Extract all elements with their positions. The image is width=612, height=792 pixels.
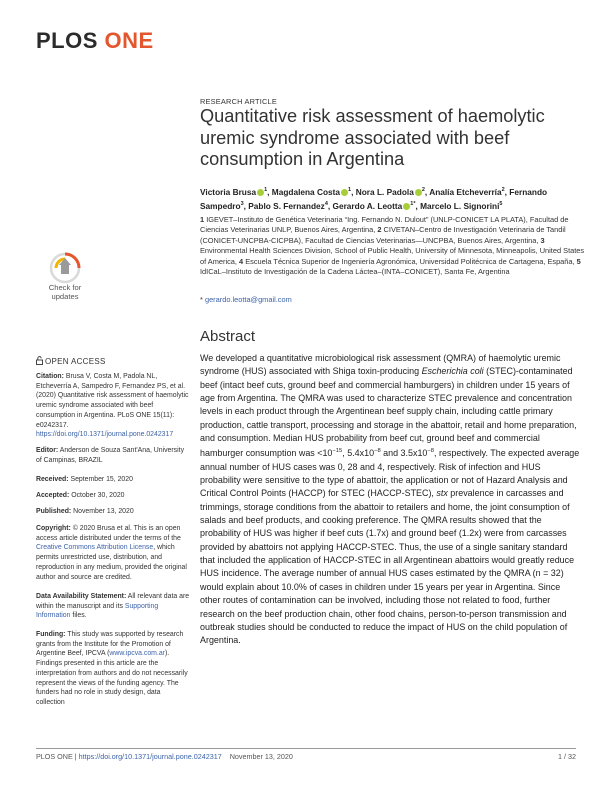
author-name[interactable]: Magdalena Costa: [271, 186, 341, 197]
logo-part-plos: PLOS: [36, 28, 98, 53]
open-lock-icon: [36, 356, 43, 365]
affiliation-number: 1: [200, 215, 205, 224]
copyright-block: Copyright: © 2020 Brusa et al. This is an open access article distributed under the terms of the Creative Commons Attribution License, which permits unrestricted use, distribution, and reproduction in any medium, provided the original author and source are credited.: [36, 525, 187, 581]
open-access-label: OPEN ACCESS: [36, 356, 106, 366]
received-block: Received: September 15, 2020: [36, 476, 133, 483]
article-type: RESEARCH ARTICLE: [200, 97, 277, 106]
abstract-text: We developed a quantitative microbiological risk assessment (QMRA) of haemolytic uremic syndrome (HUS) associated with Shiga toxin-producing Escherichia coli (STEC)-contaminated beef (intact beef cuts, ground beef and commercial hamburgers) in children under 15 years of age from Argentina. The QMRA was used to characterize STEC prevalence and concentration levels in each product through the Argentinean beef supply chain, including cattle primary production, cattle transport, processing and storage in the abattoir, retail and home preparation, and consumption. Median HUS probability from beef cut, ground beef and commercial hamburger consumption was $<10^{-15}$, $5.4x10^{-8}$ and $3.5x10^{-8}$, respectively. The expected average annual number of HUS cases was 0, 28 and 4, respectively. Risk of infection and HUS probability were sensitive to the type of abattoir, the application or not of Hazard Analysis and Critical Control Points (HACCP) for STEC (HACCP-STEC), stx prevalence in carcasses and trimmings, storage conditions from the abattoir to retailers and home, the joint consumption of salads and beef products, and cooking preference. The QMRA results showed that the probability of HUS was higher if beef cuts (1.7x) and ground beef (1.2x) were from carcasses provided by abattoirs not applying HACCP-STEC. Thus, the use of a single sanitary standard that included the application of HACCP-STEC in all Argentinean abattoirs would greatly reduce HUS incidence. The average number of annual HUS cases estimated by the QMRA (n = 32) would explain about 10.0% of cases in children under 15 years per year in Argentina. Since other routes of contamination can be involved, including those not related to food, further research on the beef production chain, other food chains, person-to-person transmission and outbreak studies should be conducted to reduce the impact of HUS on the child population of Argentina.: [200, 353, 580, 646]
orcid-icon[interactable]: [415, 189, 422, 196]
author-affiliation-marker: 5: [499, 201, 503, 208]
author-affiliation-marker: 1: [348, 187, 352, 193]
corresponding-email: [200, 295, 292, 304]
footer-doi-link[interactable]: https://doi.org/10.1371/journal.pone.0242317: [78, 752, 222, 761]
author-list: Victoria Brusa $^1$, Magdalena Costa $^1$, Nora L. Padola $^2$, Analía Etcheverría$^2$, Fernando Sampedro$^3$, Pablo S. Fernandez$^4$, Gerardo A. Leotta $^{1*}$, Marcelo L. Signorini$^5$: [200, 186, 548, 212]
funder-link[interactable]: www.ipcva.com.ar: [109, 650, 165, 658]
footer-date: November 13, 2020: [229, 752, 293, 761]
orcid-icon[interactable]: [341, 189, 348, 196]
author-name[interactable]: Marcelo L. Signorini: [420, 201, 500, 212]
editor-block: Editor: Anderson de Souza Sant'Ana, University of Campinas, BRAZIL: [36, 447, 185, 464]
page-number: 1 / 32: [558, 752, 576, 761]
affiliation-number: 3: [540, 235, 545, 245]
supporting-info-link[interactable]: Supporting Information: [36, 602, 159, 620]
citation-doi-link[interactable]: https://doi.org/10.1371/journal.pone.0242317: [36, 431, 174, 439]
author-name[interactable]: Fernando Sampedro: [200, 186, 548, 212]
affiliation-text: Escuela Técnica Superior de Ingeniería Agronómica, Universidad Politécnica de Cartagena, España,: [245, 256, 575, 266]
check-updates-icon: [34, 252, 96, 284]
affiliation-text: IGEVET–Instituto de Genética Veterinaria “Ing. Fernando N. Dulout” (UNLP-CONICET LA PLATA), Facultad de Ciencias Veterinarias UNLP, Buenos Aires, Argentina,: [200, 215, 569, 235]
affiliation-number: 4: [239, 256, 244, 266]
accepted-block: Accepted: October 30, 2020: [36, 492, 125, 499]
citation-block: Citation: Brusa V, Costa M, Padola NL, Etcheverría A, Sampedro F, Fernandez PS, et al. (2020) Quantitative risk assessment of haemolytic uremic syndrome associated with beef consumption in Argentina. PLoS ONE 15(11): e0242317. https://doi.org/10.1371/journal.pone.0242317: [36, 373, 189, 439]
author-affiliation-marker: 2: [421, 187, 425, 193]
page-footer: [36, 752, 293, 761]
published-block: Published: November 13, 2020: [36, 508, 134, 515]
data-availability-block: Data Availability Statement: All relevant data are within the manuscript and its Supporting Information files.: [36, 593, 190, 620]
author-name[interactable]: Gerardo A. Leotta: [332, 201, 403, 212]
affiliation-number: 2: [377, 225, 382, 235]
journal-logo[interactable]: [36, 28, 154, 54]
badge-line-2: updates: [51, 292, 79, 301]
footer-separator: |: [74, 752, 77, 761]
affiliation-text: Environmental Health Sciences Division, School of Public Health, University of Minnesota, Minneapolis, United States of America,: [200, 246, 585, 266]
footer-journal: PLOS ONE: [36, 752, 73, 761]
affiliation-number: 5: [576, 256, 581, 266]
author-affiliation-marker: 1*: [410, 201, 416, 208]
author-name[interactable]: Analía Etcheverría: [429, 186, 502, 197]
author-affiliation-marker: 1: [264, 187, 268, 193]
funding-block: Funding: This study was supported by research grants from the Institute for the Promotion of Argentine Beef, IPCVA (www.ipcva.com.ar). Findings presented in this article are the interpretation from authors and do not necessarily represent the views of the funding agency. The funders had no role in study design, data collection: [36, 631, 188, 706]
abstract-heading: Abstract: [200, 328, 256, 345]
author-name[interactable]: Pablo S. Fernandez: [248, 201, 325, 212]
affiliation-text: CIVETAN–Centro de Investigación Veterinaria de Tandil (CONICET-UNCPBA-CICPBA), Facultad de Ciencias Veterinarias—UNCPBA, Buenos Aires, Argentina,: [200, 225, 566, 245]
author-name[interactable]: Victoria Brusa: [200, 186, 257, 197]
check-for-updates-badge[interactable]: [34, 252, 96, 314]
author-affiliation-marker: 3: [240, 201, 244, 208]
article-title: Quantitative risk assessment of haemolytic uremic syndrome associated with beef consumption in Argentina: [200, 106, 545, 169]
footer-divider: [36, 748, 576, 749]
logo-part-one: ONE: [104, 28, 154, 53]
affiliation-text: IdICaL–Instituto de Investigación de la Cadena Láctea–(INTA–CONICET), Santa Fe, Argentina: [200, 267, 510, 277]
author-affiliation-marker: 2: [501, 187, 505, 193]
author-affiliation-marker: 4: [324, 201, 328, 208]
badge-line-1: Check for: [48, 283, 82, 292]
license-link[interactable]: Creative Commons Attribution License: [36, 544, 154, 552]
email-marker: *: [200, 295, 203, 304]
email-link[interactable]: gerardo.leotta@gmail.com: [204, 295, 292, 304]
affiliations: [200, 215, 585, 277]
author-name[interactable]: Nora L. Padola: [355, 186, 414, 197]
